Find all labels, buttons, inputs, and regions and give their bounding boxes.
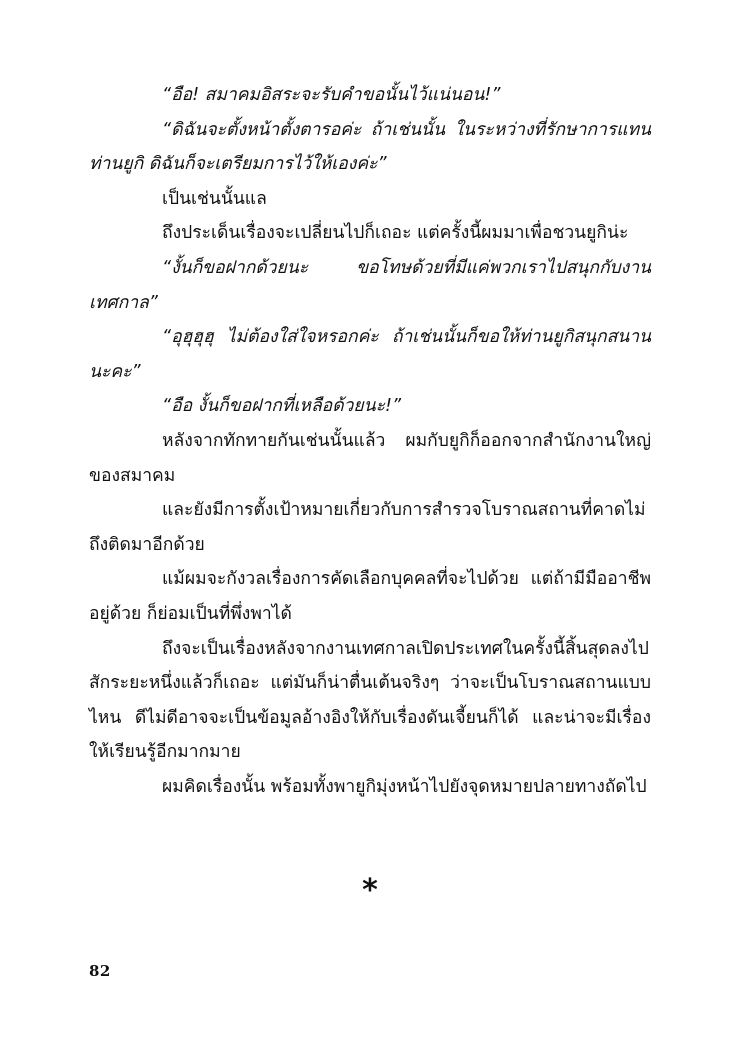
paragraph: “อุฮุฮุฮุ ไม่ต้องใส่ใจหรอกค่ะ ถ้าเช่นนั้นก็ขอให้ท่านยูกิสนุกสนานนะคะ” [89,327,651,382]
paragraph: “อือ งั้นก็ขอฝากที่เหลือด้วยนะ!” [162,396,402,417]
page-number: 82 [89,962,111,980]
paragraph: หลังจากทักทายกันเช่นนั้นแล้ว ผมกับยูกิก็ออกจากสำนักงานใหญ่ของสมาคม [89,430,651,486]
paragraph: และยังมีการตั้งเป้าหมายเกี่ยวกับการสำรวจโบราณสถานที่คาดไม่ถึงติดมาอีกด้วย [89,500,646,555]
paragraph: ผมคิดเรื่องนั้น พร้อมทั้งพายูกิมุ่งหน้าไปยังจุดหมายปลายทางถัดไป [162,776,647,797]
paragraph: “งั้นก็ขอฝากด้วยนะ ขอโทษด้วยที่มีแค่พวกเราไปสนุกกับงานเทศกาล” [89,257,651,313]
paragraph: “ดิฉันจะตั้งหน้าตั้งตารอค่ะ ถ้าเช่นนั้น ในระหว่างที่รักษาการแทนท่านยูกิ ดิฉันก็จะเตรียมการไว้ให้เองค่ะ” [89,119,651,175]
paragraph: แม้ผมจะกังวลเรื่องการคัดเลือกบุคคลที่จะไปด้วย แต่ถ้ามีมืออาชีพอยู่ด้วย ก็ย่อมเป็นที่พึ่งพาได้ [89,569,651,624]
page-body [89,78,651,804]
paragraph: ถึงประเด็นเรื่องจะเปลี่ยนไปก็เถอะ แต่ครั้งนี้ผมมาเพื่อชวนยูกิน่ะ [162,223,629,244]
paragraph: ถึงจะเป็นเรื่องหลังจากงานเทศกาลเปิดประเทศในครั้งนี้สิ้นสุดลงไปสักระยะหนึ่งแล้วก็เถอะ แต่มันก็น่าตื่นเต้นจริงๆ ว่าจะเป็นโบราณสถานแบบไหน ดีไม่ดีอาจจะเป็นข้อมูลอ้างอิงให้กับเรื่องดันเจี้ยนก็ได้ และน่าจะมีเรื่องให้เรียนรู้อีกมากมาย [89,638,651,763]
paragraph: เป็นเช่นนั้นแล [162,188,267,209]
section-break-asterisk: * [362,873,378,908]
paragraph: “อือ! สมาคมอิสระจะรับคำขอนั้นไว้แน่นอน!” [162,85,501,105]
